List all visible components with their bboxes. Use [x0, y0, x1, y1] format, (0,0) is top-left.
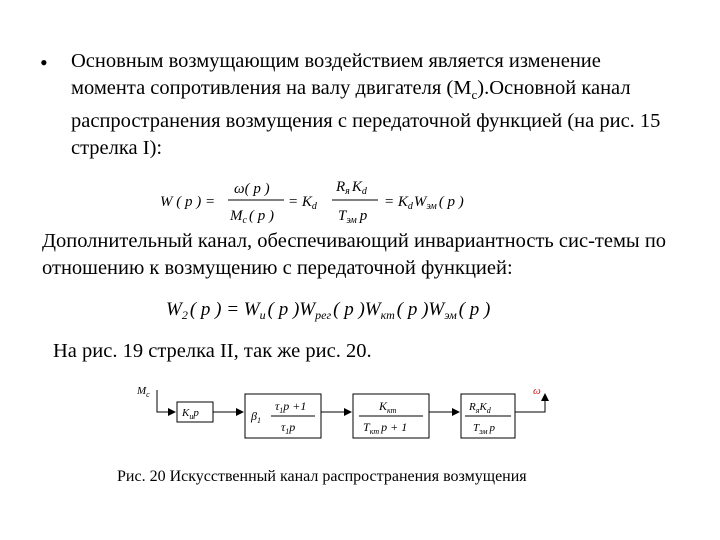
bullet-text-part2: ).Основной канал распространения возмущения с передаточной функцией (на рис. 15 стрелка I):: [71, 77, 661, 160]
block-sensor-label: $K_иp$: [182, 407, 199, 421]
output-label: ω: [533, 385, 541, 397]
f1-den2: $T_{эм}$ p: [338, 208, 368, 226]
block-motor-num: $R_яK_d$: [469, 401, 491, 415]
figure-reference-line: На рис. 19 стрелка II, так же рис. 20.: [53, 340, 372, 362]
formula-main-channel: [150, 173, 490, 229]
f1-eq3: = $K_dW_{эм}$ ( p ): [384, 194, 464, 212]
bullet-paragraph: [71, 48, 671, 162]
bullet-text-part1: Основным возмущающим воздействием является изменение момента сопротивления на валу двигателя (М: [71, 50, 601, 99]
input-label: $M_c$: [137, 385, 150, 399]
block-regulator-num: $\tau_1p +1$: [275, 399, 307, 415]
bullet-text-sub: с: [471, 87, 478, 103]
arrow-input: [157, 390, 175, 412]
block-motor-den: $T_{эм}$ p: [473, 422, 495, 436]
additional-channel-paragraph: Дополнительный канал, обеспечивающий инвариантность сис-темы по отношению к возмущению с передаточной функцией:: [42, 230, 667, 279]
block-regulator-den: $\tau_1p$: [281, 420, 296, 436]
f1-lhs: W ( p ) =: [160, 194, 216, 210]
f1-den1: $M_c$ ( p ): [230, 208, 274, 226]
block-converter-num: $K_{кт}$: [379, 399, 397, 415]
f1-eq2: = $K_d$: [288, 194, 317, 212]
bullet-dot: •: [40, 50, 48, 75]
f1-num1: ω( p ): [234, 181, 270, 197]
block-regulator-gain: $\beta_1$: [251, 409, 261, 425]
block-diagram: [125, 380, 565, 455]
f2-expression: $W_2$ ( p ) = $W_и$ ( p )$W_{рег}$ ( p )$W_{кт}$ ( p )$W_{эм}$ ( p ): [166, 299, 491, 322]
formula-additional-channel: [160, 288, 540, 328]
figure-caption: Рис. 20 Искусственный канал распространения возмущения: [117, 468, 527, 485]
f1-num2: $R_я$ $K_d$: [336, 179, 367, 197]
block-converter-den: $T_{кт}$ p + 1: [363, 420, 408, 436]
